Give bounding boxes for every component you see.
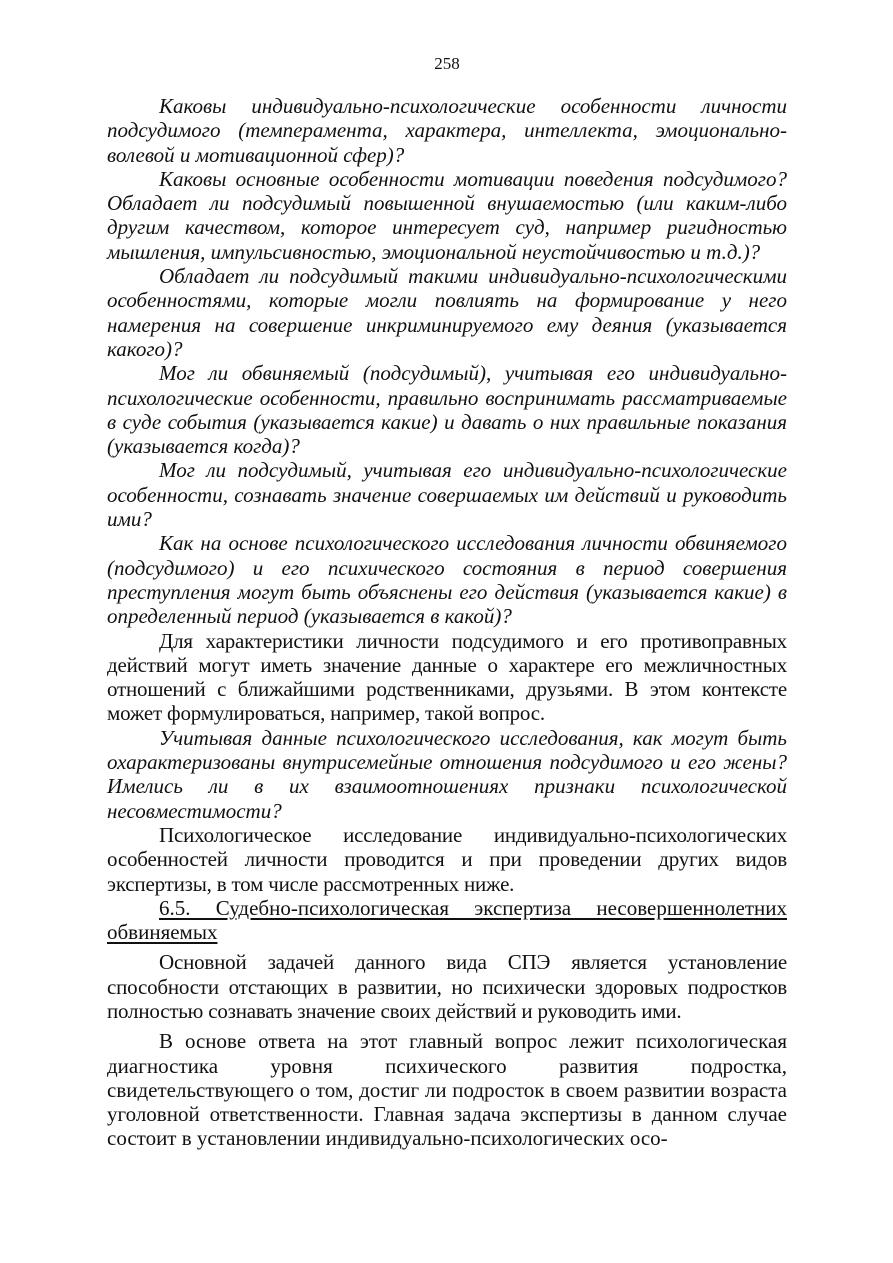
document-page	[107, 52, 787, 1151]
paragraph-main-task: Основной задачей данного вида СПЭ является установление способности отстающих в развитии, но психически здоровых подростков полностью сознавать значение своих действий и руководить ими.	[107, 950, 787, 1023]
page-number: 258	[434, 54, 460, 73]
question-awareness: Мог ли подсудимый, учитывая его индивидуально-психологические особенности, сознавать значение совершаемых им действий и руководить ими?	[107, 458, 787, 532]
paragraph-relationships: Для характеристики личности подсудимого и его противоправных действий могут иметь значение данные о характере его межличностных отношений с ближайшими родственниками, друзьями. В этом контексте может формулироваться, например, такой вопрос.	[107, 628, 787, 726]
question-family: Учитывая данные психологического исследования, как могут быть охарактеризованы внутрисемейные отношения подсудимого и его жены? Имелись ли в их взаимоотношениях признаки психологической несовместимости?	[107, 725, 787, 823]
paragraph-diagnostics: В основе ответа на этот главный вопрос лежит психологическая диагностика уровня психического развития подростка, свидетельствующего о том, достиг ли подросток в своем развитии возраста уголовной ответственности. Главная задача экспертизы в данном случае состоит в установлении индивидуально-психологических осо-	[107, 1029, 787, 1151]
question-intent: Обладает ли подсудимый такими индивидуально-психологическими особенностями, которые могли повлиять на формирование у него намерения на совершение инкриминируемого ему деяния (указывается какого)?	[107, 264, 787, 361]
section-heading: 6.5. Судебно-психологическая экспертиза несовершеннолетних обвиняемых	[107, 895, 787, 945]
question-perception: Мог ли обвиняемый (подсудимый), учитывая его индивидуально-психологические особенности, правильно воспринимать рассматриваемые в суде события (указывается какие) и давать о них правильные показания (указывается когда)?	[107, 361, 787, 459]
question-motivation: Каковы основные особенности мотивации поведения подсудимого? Обладает ли подсудимый повышенной внушаемостью (или каким-либо другим качеством, которое интересует суд, например ригидностью мышления, импульсивностью, эмоциональной неустойчивостью и т.д.)?	[107, 166, 787, 264]
question-temperament: Каковы индивидуально-психологические особенности личности подсудимого (темперамента, характера, интеллекта, эмоционально-волевой и мотивационной сфер)?	[107, 94, 787, 167]
paragraph-other-expertise: Психологическое исследование индивидуально-психологических особенностей личности проводится и при проведении других видов экспертизы, в том числе рассмотренных ниже.	[107, 822, 787, 896]
question-explanation: Как на основе психологического исследования личности обвиняемого (подсудимого) и его психического состояния в период совершения преступления могут быть объяснены его действия (указывается какие) в определенный период (указывается в какой)?	[107, 531, 787, 629]
